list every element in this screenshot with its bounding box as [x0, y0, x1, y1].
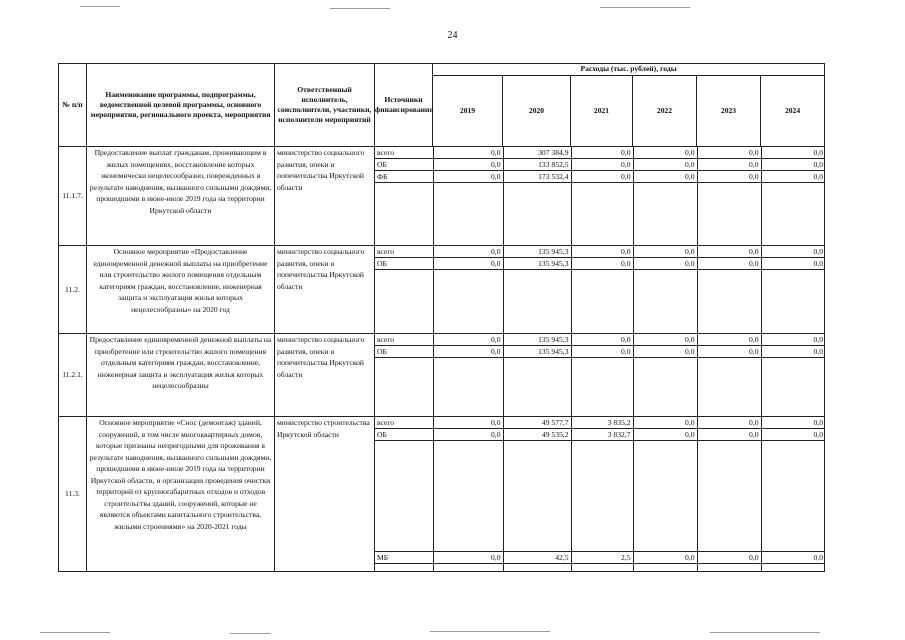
funding-line: [375, 429, 825, 441]
expense-value: 0,0: [697, 429, 761, 441]
row-number: 11.2.1.: [59, 334, 87, 417]
expense-value: 0,0: [761, 334, 825, 346]
filler-row: [375, 358, 825, 417]
blank-cell: [633, 358, 697, 417]
blank-cell: [697, 183, 761, 246]
blank-cell: [761, 183, 825, 246]
expense-value: 0,0: [761, 552, 825, 564]
funding-source: всего: [375, 334, 433, 346]
expense-value: 0,0: [571, 246, 633, 258]
expense-value: 0,0: [761, 159, 825, 171]
row-responsible: министерство строительства Иркутской области: [275, 417, 375, 572]
header-name: Наименование программы, подпрограммы, ведомственной целевой программы, основного мероприятия, регионального проекта, мероприятия: [87, 64, 275, 147]
blank-cell: [571, 270, 633, 334]
filler-row: [375, 564, 825, 572]
funding-line: [375, 417, 825, 429]
funding-source: всего: [375, 246, 433, 258]
blank-cell: [503, 183, 571, 246]
expense-value: 133 852,5: [503, 159, 571, 171]
expense-value: 0,0: [433, 417, 503, 429]
scan-artifact: [230, 633, 270, 634]
funding-line: [375, 159, 825, 171]
blank-cell: [375, 358, 433, 417]
blank-cell: [433, 441, 503, 552]
row-responsible: министерство социального развития, опеки и попечительства Иркутской области: [275, 334, 375, 417]
expense-value: 0,0: [697, 147, 761, 159]
expense-value: 0,0: [761, 346, 825, 358]
row-funding: [375, 147, 825, 246]
row-funding: [375, 417, 825, 572]
expense-value: 0,0: [571, 171, 633, 183]
blank-cell: [571, 441, 633, 552]
funding-source: ФБ: [375, 171, 433, 183]
funding-source: всего: [375, 147, 433, 159]
scan-artifact: [710, 632, 820, 633]
table-row: [59, 147, 825, 246]
header-responsible: Ответственный исполнитель, соисполнители, участники, исполнители мероприятий: [275, 64, 375, 147]
expense-value: 0,0: [761, 171, 825, 183]
row-name: Предоставление единовременной денежной выплаты на приобретение или строительство жилого помещения отдельным категориям граждан, восстановление, инженерная защита и эксплуатация жилья которых нецелесообразны: [87, 334, 275, 417]
expense-value: 135 945,3: [503, 258, 571, 270]
header-year: 2023: [697, 76, 761, 147]
blank-cell: [697, 358, 761, 417]
blank-cell: [433, 564, 503, 572]
expense-value: 0,0: [433, 159, 503, 171]
funding-source: ОБ: [375, 258, 433, 270]
blank-cell: [433, 358, 503, 417]
row-responsible: министерство социального развития, опеки и попечительства Иркутской области: [275, 147, 375, 246]
funding-lines: [375, 246, 825, 333]
row-responsible: министерство социального развития, опеки и попечительства Иркутской области: [275, 246, 375, 334]
expense-value: 0,0: [761, 246, 825, 258]
expense-value: 0,0: [571, 346, 633, 358]
blank-cell: [697, 270, 761, 334]
expense-value: 3 832,7: [571, 429, 633, 441]
expense-value: 0,0: [697, 417, 761, 429]
blank-cell: [571, 564, 633, 572]
table-row: [59, 417, 825, 572]
expense-value: 0,0: [433, 171, 503, 183]
header-year: 2019: [433, 76, 503, 147]
expense-value: 0,0: [633, 246, 697, 258]
blank-cell: [433, 183, 503, 246]
blank-cell: [375, 564, 433, 572]
blank-cell: [375, 183, 433, 246]
expense-value: 0,0: [761, 429, 825, 441]
blank-cell: [697, 564, 761, 572]
scan-artifact: [600, 7, 690, 8]
funding-line: [375, 171, 825, 183]
expense-value: 135 945,3: [503, 346, 571, 358]
row-number: 11.3.: [59, 417, 87, 572]
scan-artifact: [80, 6, 120, 7]
expense-value: 49 577,7: [503, 417, 571, 429]
expense-value: 0,0: [633, 171, 697, 183]
expense-value: 0,0: [571, 334, 633, 346]
expense-value: 307 384,9: [503, 147, 571, 159]
blank-cell: [375, 270, 433, 334]
blank-cell: [375, 441, 433, 552]
blank-cell: [571, 183, 633, 246]
expense-value: 135 945,3: [503, 334, 571, 346]
scan-artifact: [40, 632, 110, 633]
funding-lines: [375, 147, 825, 245]
expense-value: 0,0: [633, 258, 697, 270]
row-number: 11.1.7.: [59, 147, 87, 246]
expense-value: 0,0: [761, 417, 825, 429]
funding-line: [375, 334, 825, 346]
expense-value: 2,5: [571, 552, 633, 564]
blank-cell: [571, 358, 633, 417]
funding-line: [375, 246, 825, 258]
funding-line: [375, 346, 825, 358]
table-body: [59, 147, 825, 572]
row-name: Основное мероприятие «Предоставление единовременной денежной выплаты на приобретение или строительство жилого помещения отдельным категориям граждан, восстановление, инженерная защита и эксплуатация жилья которых нецелесообразны» на 2020 год: [87, 246, 275, 334]
blank-cell: [761, 358, 825, 417]
expense-value: 3 835,2: [571, 417, 633, 429]
expense-value: 0,0: [433, 552, 503, 564]
expense-value: 0,0: [697, 171, 761, 183]
row-funding: [375, 334, 825, 417]
blank-cell: [503, 441, 571, 552]
funding-source: ОБ: [375, 346, 433, 358]
funding-lines: [375, 417, 825, 571]
expense-value: 135 945,3: [503, 246, 571, 258]
expense-value: 0,0: [571, 147, 633, 159]
expense-value: 173 532,4: [503, 171, 571, 183]
scan-artifact: [430, 631, 550, 632]
blank-cell: [633, 183, 697, 246]
expense-value: 0,0: [433, 346, 503, 358]
expense-value: 0,0: [633, 159, 697, 171]
table-row: [59, 334, 825, 417]
header-year: 2022: [633, 76, 697, 147]
expense-value: 0,0: [633, 334, 697, 346]
expense-value: 0,0: [761, 147, 825, 159]
expense-value: 0,0: [697, 159, 761, 171]
funding-lines: [375, 334, 825, 416]
blank-cell: [503, 564, 571, 572]
header-num: № п/п: [59, 64, 87, 147]
filler-row: [375, 183, 825, 246]
expense-value: 0,0: [433, 334, 503, 346]
expense-value: 0,0: [697, 246, 761, 258]
funding-line: [375, 552, 825, 564]
funding-source: ОБ: [375, 429, 433, 441]
row-funding: [375, 246, 825, 334]
expense-value: 0,0: [633, 552, 697, 564]
blank-cell: [761, 441, 825, 552]
funding-line: [375, 258, 825, 270]
expense-value: 0,0: [433, 258, 503, 270]
expense-value: 49 535,2: [503, 429, 571, 441]
blank-cell: [761, 564, 825, 572]
funding-line: [375, 147, 825, 159]
header-year: 2021: [571, 76, 633, 147]
expense-value: 0,0: [633, 346, 697, 358]
row-name: Предоставление выплат гражданам, проживающим в жилых помещениях, восстановление которых экономически нецелесообразно, поврежденных в результате наводнения, вызванного сильными дождями, прошедшими в июне-июле 2019 года на территории Иркутской области: [87, 147, 275, 246]
blank-cell: [433, 270, 503, 334]
row-name: Основное мероприятие «Снос (демонтаж) зданий, сооружений, в том числе многоквартирных домов, которые признаны непригодными для проживания в результате наводнения, вызванного сильными дождями, прошедшими в июне-июле 2019 года на территории Иркутской области, и организации проведения очистки территорий от крупногабаритных отходов и отходов строительства зданий, сооружений, которые не являются объектами капитального строительства, жилыми строениями» на 2020-2021 годы: [87, 417, 275, 572]
header-year: 2020: [503, 76, 571, 147]
header-expenses: Расходы (тыс. рублей), годы: [433, 64, 825, 76]
expense-value: 0,0: [433, 147, 503, 159]
expense-value: 0,0: [697, 334, 761, 346]
expense-value: 0,0: [571, 258, 633, 270]
blank-cell: [503, 358, 571, 417]
expense-value: 0,0: [571, 159, 633, 171]
table-row: [59, 246, 825, 334]
expense-value: 0,0: [633, 417, 697, 429]
expense-value: 0,0: [697, 552, 761, 564]
header-year: 2024: [761, 76, 825, 147]
expense-value: 0,0: [697, 346, 761, 358]
blank-cell: [761, 270, 825, 334]
expense-value: 0,0: [697, 258, 761, 270]
blank-cell: [633, 270, 697, 334]
expense-value: 0,0: [633, 147, 697, 159]
funding-source: ОБ: [375, 159, 433, 171]
funding-source: МБ: [375, 552, 433, 564]
expense-value: 0,0: [761, 258, 825, 270]
blank-cell: [697, 441, 761, 552]
blank-cell: [503, 270, 571, 334]
expense-value: 0,0: [633, 429, 697, 441]
blank-cell: [633, 441, 697, 552]
blank-cell: [633, 564, 697, 572]
page-number: 24: [447, 30, 458, 41]
funding-gap: [375, 441, 825, 552]
filler-row: [375, 270, 825, 334]
expense-value: 42,5: [503, 552, 571, 564]
row-number: 11.2.: [59, 246, 87, 334]
expense-value: 0,0: [433, 429, 503, 441]
funding-source: всего: [375, 417, 433, 429]
header-sources: Источники финансирования: [375, 64, 433, 147]
expenses-table: [58, 63, 825, 572]
expense-value: 0,0: [433, 246, 503, 258]
scan-artifact: [330, 8, 390, 9]
